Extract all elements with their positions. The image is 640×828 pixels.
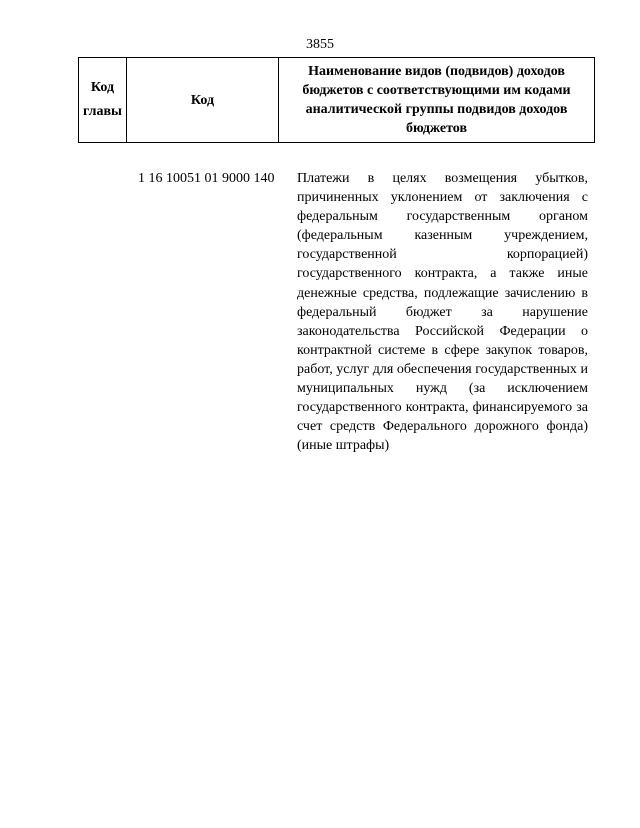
table-header-row <box>79 58 595 143</box>
page-number: 3855 <box>306 37 334 52</box>
header-name: Наименование видов (подвидов) доходов бюджетов с соответствующими им кодами аналитической группы подвидов доходов бюджетов <box>279 58 595 143</box>
row-description: Платежи в целях возмещения убытков, причиненных уклонением от заключения с федеральным государственным органом (федеральным казенным учреждением, государственной корпорацией) государственного контракта, а также иные денежные средства, подлежащие зачислению в федеральный бюджет за нарушение законодательства Российской Федерации о контрактной системе в сфере закупок товаров, работ, услуг для обеспечения государственных и муниципальных нужд (за исключением государственного контракта, финансируемого за счет средств Федерального дорожного фонда) (иные штрафы) <box>297 171 588 454</box>
row-code: 1 16 10051 01 9000 140 <box>138 171 275 186</box>
table-header <box>78 57 595 143</box>
header-code-glava: Код главы <box>79 58 127 143</box>
header-code: Код <box>127 58 279 143</box>
